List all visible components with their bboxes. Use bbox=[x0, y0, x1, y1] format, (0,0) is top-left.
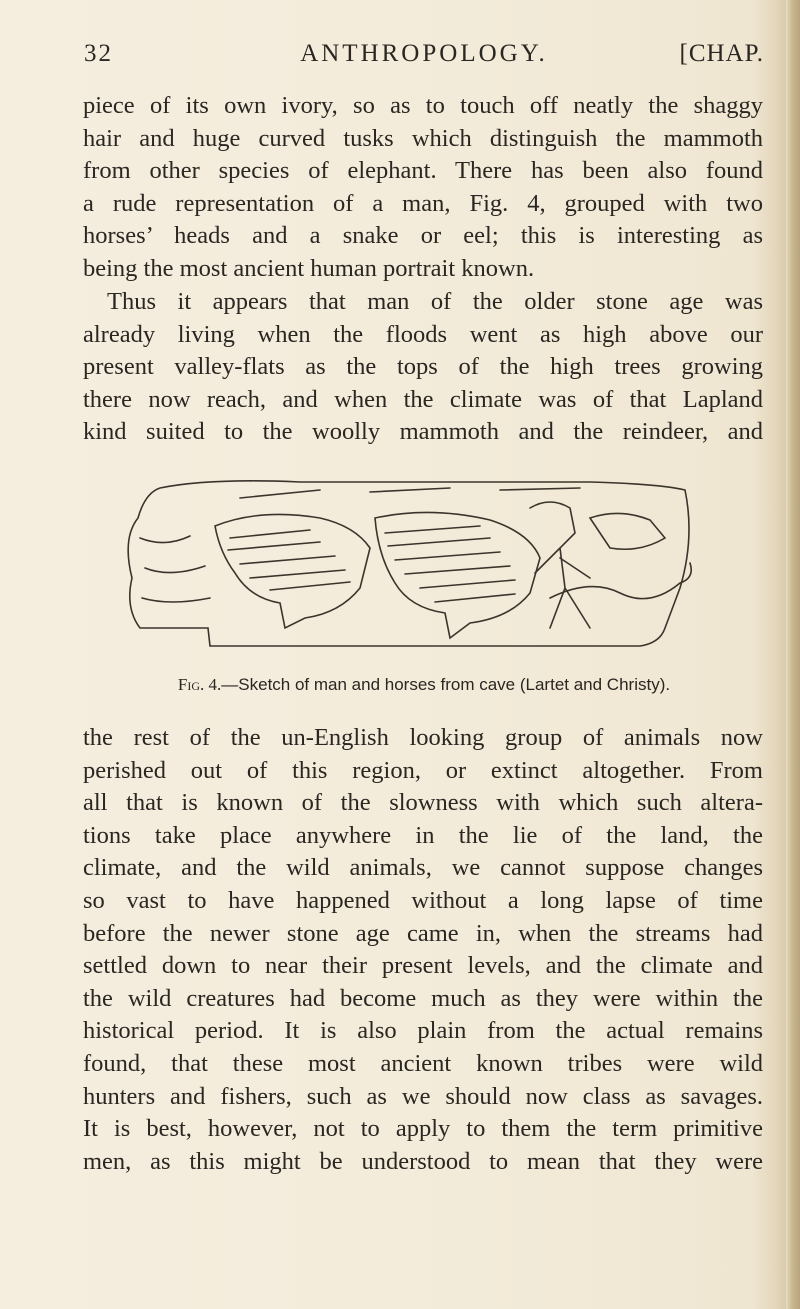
text-line: piece of its own ivory, so as to touch off neatly the shaggy bbox=[83, 92, 763, 119]
text-line: so vast to have happened without a long lapse of time bbox=[83, 886, 763, 914]
text-line: a rude representation of a man, Fig. 4, grouped with two bbox=[83, 189, 763, 217]
text-line: there now reach, and when the climate was of that Lapland bbox=[83, 385, 763, 413]
text-line: climate, and the wild animals, we cannot suppose changes bbox=[83, 854, 763, 882]
text-line: from other species of elephant. There has been also found bbox=[83, 157, 763, 185]
text-line: already living when the floods went as high above our bbox=[83, 320, 763, 348]
bone-outline bbox=[128, 481, 689, 646]
figure-caption-text: —Sketch of man and horses from cave (Lartet and Christy). bbox=[221, 675, 671, 694]
man-figure bbox=[530, 502, 590, 628]
text-line: found, that these most ancient known tribes were wild bbox=[83, 1049, 763, 1077]
text-line: the rest of the un-English looking group of animals now bbox=[83, 724, 763, 751]
running-title: ANTHROPOLOGY. bbox=[300, 40, 548, 67]
text-line: perished out of this region, or extinct altogether. From bbox=[83, 756, 763, 784]
chapter-mark: [CHAP. bbox=[679, 40, 764, 67]
page-edge bbox=[786, 0, 800, 1309]
text-line: horses’ heads and a snake or eel; this is interesting as bbox=[83, 222, 763, 250]
figure-label: Fig. 4. bbox=[177, 675, 222, 694]
text-line: present valley-flats as the tops of the high trees growing bbox=[83, 353, 763, 381]
snake-line bbox=[550, 563, 691, 599]
page-number: 32 bbox=[84, 40, 113, 67]
text-line: It is best, however, not to apply to them the term primitive bbox=[83, 1115, 763, 1143]
text-line: Thus it appears that man of the older stone age was bbox=[107, 288, 763, 315]
figure-caption bbox=[84, 675, 764, 695]
text-line: kind suited to the woolly mammoth and the reindeer, and bbox=[83, 418, 763, 446]
sketch-illustration bbox=[120, 478, 700, 668]
text-line: hunters and fishers, such as we should now class as savages. bbox=[83, 1082, 763, 1110]
paragraph-2 bbox=[83, 286, 763, 449]
paragraph-1 bbox=[83, 90, 763, 286]
text-line: all that is known of the slowness with which such altera- bbox=[83, 789, 763, 817]
text-line: historical period. It is also plain from the actual remains bbox=[83, 1017, 763, 1045]
text-line: the wild creatures had become much as they were within the bbox=[83, 984, 763, 1012]
paragraph-3 bbox=[83, 722, 763, 1178]
page-header bbox=[84, 40, 764, 74]
text-line: men, as this might be understood to mean that they were bbox=[83, 1147, 763, 1175]
text-line: tions take place anywhere in the lie of the land, the bbox=[83, 821, 763, 849]
text-line: hair and huge curved tusks which distinguish the mammoth bbox=[83, 124, 763, 152]
text-line: before the newer stone age came in, when the streams had bbox=[83, 919, 763, 947]
text-line: being the most ancient human portrait known. bbox=[83, 254, 535, 282]
text-line: settled down to near their present levels, and the climate and bbox=[83, 952, 763, 980]
